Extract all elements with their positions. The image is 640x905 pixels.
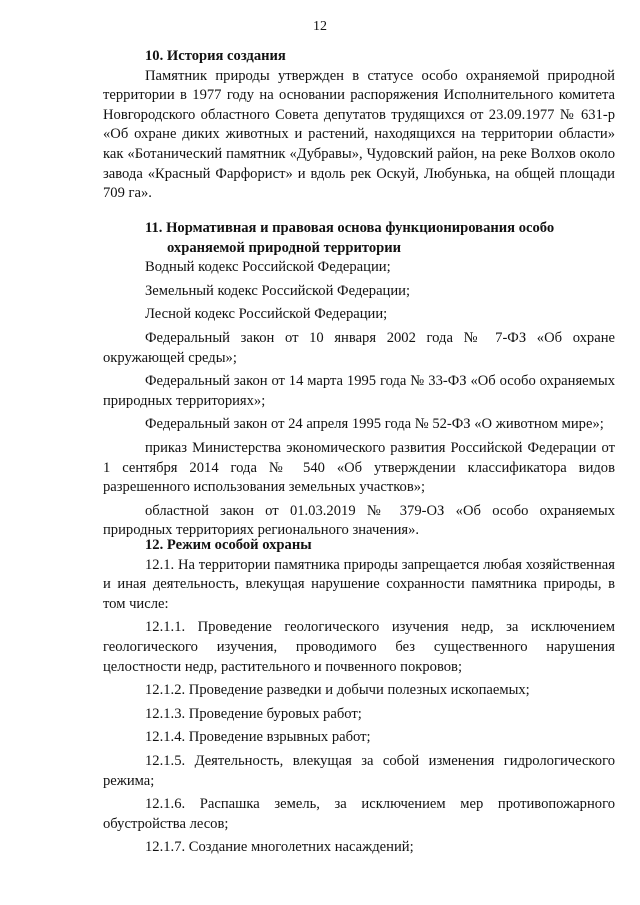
- section-10: [103, 47, 615, 204]
- list-item: Федеральный закон от 24 апреля 1995 года № 52-ФЗ «О животном мире»;: [145, 416, 604, 433]
- list-item: 12.1.3. Проведение буровых работ;: [145, 705, 362, 722]
- list-item: 12.1. На территории памятника природы запрещается любая хозяйственная и иная деятельность, влекущая нарушение сохранности памятника природы, в том числе:: [103, 556, 615, 612]
- section-11: [103, 219, 615, 541]
- section-11-title: [103, 219, 615, 258]
- list-item: Федеральный закон от 10 января 2002 года № 7-ФЗ «Об охране окружающей среды»;: [103, 329, 615, 366]
- list-item: приказ Министерства экономического развития Российской Федерации от 1 сентября 2014 года № 540 «Об утверждении классификатора видов разрешенного использования земельных участков»;: [103, 439, 615, 496]
- section-12-title: 12. Режим особой охраны: [145, 537, 312, 553]
- section-10-paragraph: Памятник природы утвержден в статусе особо охраняемой природной территории в 1977 году на основании распоряжения Исполнительного комитета Новгородского областного Совета депутатов трудящихся от 23.09.1977 № 631-р «Об охране диких животных и растений, находящихся на территории области» как «Ботанический памятник «Дубравы», Чудовский район, на реке Волхов около завода «Красный Фарфорист» и вдоль рек Оскуй, Любунька, на общей площади 709 га».: [103, 67, 615, 202]
- section-12: [103, 536, 615, 858]
- section-10-title: 10. История создания: [145, 48, 286, 64]
- section-11-title-line2: охраняемой природной территории: [167, 239, 402, 256]
- list-item: Водный кодекс Российской Федерации;: [145, 259, 391, 276]
- list-item: Земельный кодекс Российской Федерации;: [145, 282, 411, 299]
- list-item: областной закон от 01.03.2019 № 379-ОЗ «Об особо охраняемых природных территориях регионального значения».: [103, 502, 615, 539]
- list-item: 12.1.6. Распашка земель, за исключением мер противопожарного обустройства лесов;: [103, 796, 615, 832]
- list-item: 12.1.7. Создание многолетних насаждений;: [145, 839, 414, 856]
- list-item: 12.1.5. Деятельность, влекущая за собой изменения гидрологического режима;: [103, 752, 615, 789]
- list-item: 12.1.2. Проведение разведки и добычи полезных ископаемых;: [145, 682, 530, 699]
- list-item: Федеральный закон от 14 марта 1995 года № 33-ФЗ «Об особо охраняемых природных территориях»;: [103, 373, 615, 409]
- list-item: 12.1.1. Проведение геологического изучения недр, за исключением геологического изучения, проводимого без существенного нарушения целостности недр, растительного и почвенного покровов;: [103, 619, 615, 675]
- list-item: 12.1.4. Проведение взрывных работ;: [145, 729, 371, 746]
- list-item: Лесной кодекс Российской Федерации;: [145, 306, 388, 323]
- section-11-title-line1: 11. Нормативная и правовая основа функционирования особо: [145, 220, 555, 236]
- page-number: 12: [313, 19, 327, 34]
